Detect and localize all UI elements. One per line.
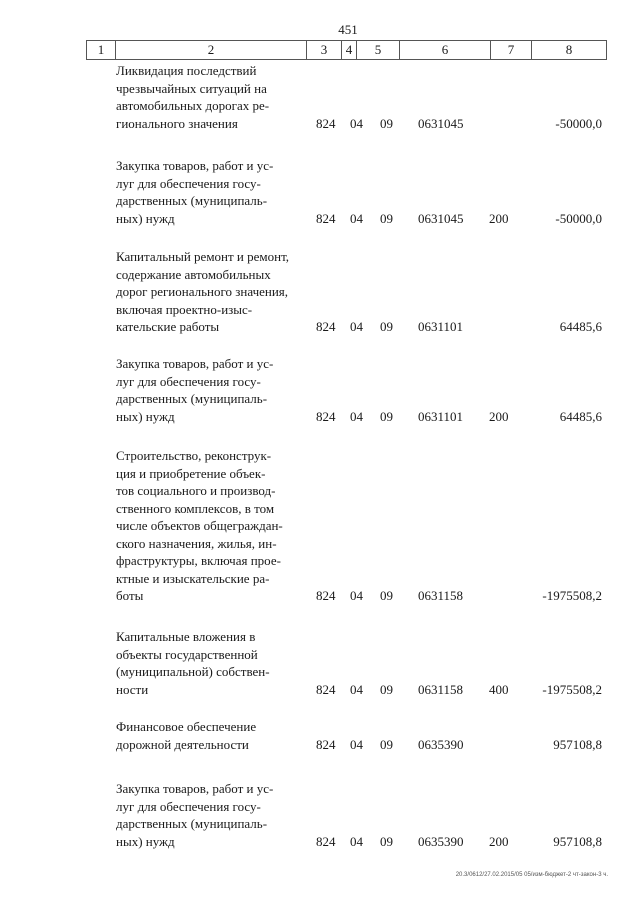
description-line: Финансовое обеспечение — [116, 719, 257, 734]
row-description — [116, 628, 306, 698]
amount-value: 64485,6 — [559, 319, 602, 334]
description-line: луг для обеспечения госу- — [116, 798, 261, 814]
target-item-code: 0631101 — [418, 319, 464, 334]
admin-code: 824 — [316, 319, 336, 334]
amount-value: -50000,0 — [555, 210, 602, 226]
page-number: 451 — [338, 22, 358, 37]
header-col-6: 6 — [399, 41, 490, 59]
description-line: дарственных (муниципаль- — [116, 193, 268, 208]
description-line: Закупка товаров, работ и ус- — [116, 356, 274, 371]
description-line: луг для обеспечения госу- — [116, 373, 261, 389]
amount-value: 64485,6 — [559, 408, 602, 424]
row-description — [116, 780, 306, 850]
header-col-3: 3 — [306, 41, 341, 59]
row-description — [116, 248, 306, 336]
admin-code: 824 — [316, 736, 336, 752]
description-line: числе объектов общеграждан- — [116, 518, 283, 533]
row-description — [116, 355, 306, 425]
subsection-code: 09 — [380, 681, 393, 697]
expense-type-code: 200 — [489, 210, 509, 226]
subsection-code: 09 — [380, 736, 393, 752]
description-line: включая проектно-изыс- — [116, 301, 253, 317]
target-item-code: 0631101 — [418, 408, 464, 424]
amount-value: -1975508,2 — [542, 681, 602, 697]
description-line: дарственных (муниципаль- — [116, 391, 268, 406]
target-item-code: 0631158 — [418, 588, 464, 603]
subsection-code: 09 — [380, 210, 393, 226]
description-line: фраструктуры, включая прое- — [116, 553, 281, 568]
target-item-code: 0635390 — [418, 833, 464, 849]
description-line: ктные и изыскательские ра- — [116, 570, 270, 586]
admin-code: 824 — [316, 210, 336, 226]
target-item-code: 0631045 — [418, 210, 464, 226]
section-code: 04 — [350, 833, 363, 849]
description-line: (муниципальной) собствен- — [116, 664, 270, 679]
description-line: содержание автомобильных — [116, 266, 271, 282]
admin-code: 824 — [316, 115, 336, 131]
section-code: 04 — [350, 408, 363, 424]
expense-type-code: 200 — [489, 833, 509, 849]
subsection-code: 09 — [380, 319, 393, 334]
description-line: боты — [116, 588, 144, 603]
description-line: ского назначения, жилья, ин- — [116, 535, 277, 551]
description-line: ных) нужд — [116, 833, 175, 849]
header-col-7: 7 — [490, 41, 531, 59]
description-line: Строительство, реконструк- — [116, 448, 272, 463]
table-header — [86, 40, 607, 60]
description-line: ности — [116, 681, 149, 697]
row-description — [116, 157, 306, 227]
description-line: ных) нужд — [116, 408, 175, 424]
description-line: дорог регионального значения, — [116, 284, 289, 299]
header-col-8: 8 — [531, 41, 606, 59]
admin-code: 824 — [316, 408, 336, 424]
expense-type-code: 200 — [489, 408, 509, 424]
section-code: 04 — [350, 210, 363, 226]
row-description — [116, 447, 306, 605]
description-line: Ликвидация последствий — [116, 63, 257, 78]
description-line: автомобильных дорогах ре- — [116, 98, 270, 113]
description-line: дорожной деятельности — [116, 736, 249, 752]
subsection-code: 09 — [380, 588, 393, 603]
target-item-code: 0635390 — [418, 736, 464, 752]
description-line: ных) нужд — [116, 210, 175, 226]
header-col-2: 2 — [115, 41, 306, 59]
description-line: кательские работы — [116, 319, 220, 334]
header-col-5: 5 — [356, 41, 399, 59]
section-code: 04 — [350, 681, 363, 697]
description-line: луг для обеспечения госу- — [116, 175, 261, 191]
description-line: ственного комплексов, в том — [116, 500, 275, 516]
subsection-code: 09 — [380, 408, 393, 424]
header-col-1: 1 — [97, 42, 105, 57]
amount-value: 957108,8 — [553, 833, 602, 849]
expense-type-code: 400 — [489, 681, 509, 697]
description-line: гионального значения — [116, 115, 238, 131]
description-line: объекты государственной — [116, 646, 258, 662]
description-line: Закупка товаров, работ и ус- — [116, 781, 274, 796]
row-description — [116, 718, 306, 753]
description-line: тов социального и производ- — [116, 483, 276, 498]
description-line: Закупка товаров, работ и ус- — [116, 158, 274, 173]
amount-value: -50000,0 — [555, 115, 602, 131]
footer-note: 20.3/0612/27.02.2015/05 05/изм-бюджет-2 чт-закон-3 ч. — [455, 872, 608, 878]
section-code: 04 — [350, 319, 363, 334]
description-line: Капитальные вложения в — [116, 629, 256, 644]
target-item-code: 0631158 — [418, 681, 464, 697]
subsection-code: 09 — [380, 115, 393, 131]
amount-value: -1975508,2 — [542, 588, 602, 603]
target-item-code: 0631045 — [418, 115, 464, 131]
description-line: ция и приобретение объек- — [116, 465, 266, 481]
admin-code: 824 — [316, 681, 336, 697]
description-line: Капитальный ремонт и ремонт, — [116, 249, 290, 264]
subsection-code: 09 — [380, 833, 393, 849]
header-col-4: 4 — [341, 41, 356, 59]
admin-code: 824 — [316, 588, 336, 603]
section-code: 04 — [350, 736, 363, 752]
admin-code: 824 — [316, 833, 336, 849]
description-line: чрезвычайных ситуаций на — [116, 80, 267, 96]
row-description — [116, 62, 306, 132]
section-code: 04 — [350, 588, 363, 603]
description-line: дарственных (муниципаль- — [116, 816, 268, 831]
amount-value: 957108,8 — [553, 736, 602, 752]
section-code: 04 — [350, 115, 363, 131]
